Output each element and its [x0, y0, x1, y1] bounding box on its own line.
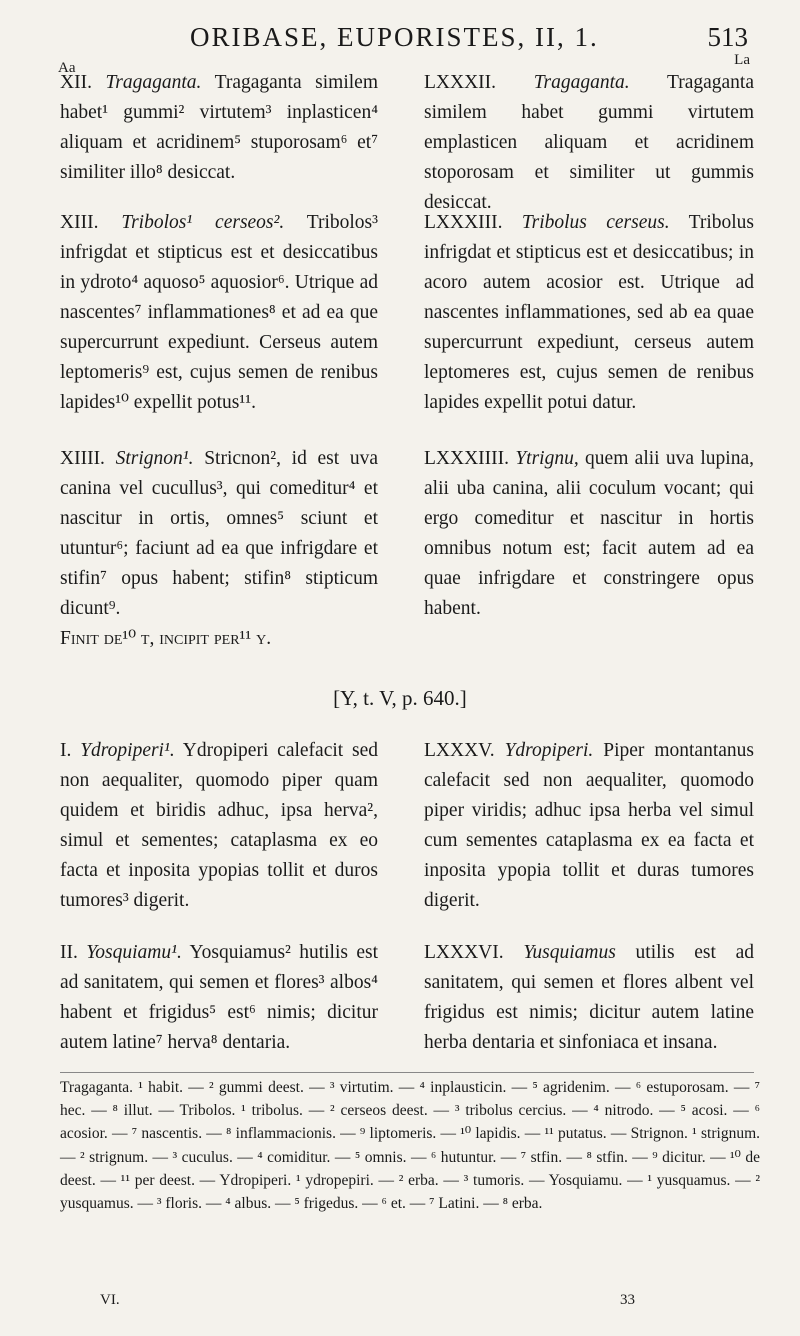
entry-text: Tribolus infrigdat et stipticus est et desiccatibus; in acoro autem acosior est. Utrique ad nascentes inflammationes, sed ab ea quae supercurrunt expediunt, cerseus autem leptomeres est, cujus semen de renibus lapides expellit potui datur.: [424, 212, 754, 413]
entry-left-12: [60, 68, 378, 188]
entry-title: Yusquiamus: [523, 942, 616, 963]
entry-text: quem alii uva lupina, alii uba canina, alii coculum vocant; qui ergo comeditur et nascitur in hortis omnibus notum est; facit autem ad ea quae infrigdare et constringere opus habent.: [424, 448, 754, 619]
entry-text: utilis est ad sanitatem, qui semen et flores albent vel frigidus est nimis; dicitur autem latine herba dentaria et sinfoniaca et insana.: [424, 942, 755, 1053]
entry-left-13: [60, 208, 378, 418]
entry-right-83: [424, 208, 754, 418]
entry-number: LXXXIIII.: [424, 448, 510, 469]
right-siglum: La: [734, 52, 750, 68]
entry-title: Strignon¹.: [115, 448, 194, 469]
gathering-number: 33: [620, 1292, 635, 1308]
entry-number: XIII.: [60, 212, 99, 233]
entry-text: Ydropiperi calefacit sed non aequaliter, quomodo piper quam quidem et biridis adhuc, ipsa herva², simul et sementes; cataplasma ex eo facta et inposita ypopias tollit et duros tumores³ digerit.: [60, 740, 378, 911]
entry-title: Tragaganta.: [105, 72, 202, 93]
entry-number: LXXXII.: [424, 72, 497, 93]
entry-text: Yosquiamus² hutilis est ad sanitatem, qui semen et flores³ albos⁴ habent et frigidus⁵ est⁶ nimis; dicitur autem latine⁷ herva⁸ dentaria.: [60, 942, 378, 1053]
entry-number: II.: [60, 942, 78, 963]
finit-line: Finit de¹⁰ t, incipit per¹¹ y.: [60, 628, 272, 649]
entry-number: LXXXIII.: [424, 212, 503, 233]
entry-number: LXXXV.: [424, 740, 495, 761]
entry-right-84: [424, 444, 754, 624]
entry-number: I.: [60, 740, 72, 761]
entry-number: LXXXVI.: [424, 942, 504, 963]
page-number: 513: [707, 22, 748, 52]
left-siglum: Aa: [58, 60, 76, 76]
running-title: ORIBASE, EUPORISTES, II, 1.: [190, 22, 599, 52]
entry-text: Tribolos³ infrigdat et stipticus est et desiccatibus in ydroto⁴ aquoso⁵ aquosior⁶. Utrique ad nascentes⁷ inflammationes⁸ et ad ea que supercurrunt expediunt. Cerseus autem leptomeris⁹ est, cujus semen de renibus lapides¹⁰ expellit potus¹¹.: [60, 212, 378, 413]
running-header: [0, 22, 800, 58]
critical-apparatus: Tragaganta. ¹ habit. — ² gummi deest. — ³ virtutim. — ⁴ inplausticin. — ⁵ agridenim. — ⁶ estuporosam. — ⁷ hec. — ⁸ illut. — Tribolos. ¹ tribolus. — ² cerseos deest. — ³ tribolus cercius. — ⁴ nitrodo. — ⁵ acosi. — ⁶ acosior. — ⁷ nascentis. — ⁸ inflammacionis. — ⁹ liptomeris. — ¹⁰ lapidis. — ¹¹ putatus. — Strignon. ¹ strignum. — ² strignum. — ³ cuculus. — ⁴ comiditur. — ⁵ omnis. — ⁶ hutuntur. — ⁷ stfin. — ⁸ stfin. — ⁹ dicitur. — ¹⁰ de deest. — ¹¹ per deest. — Ydropiperi. ¹ ydropepiri. — ² erba. — ³ tumoris. — Yosquiamu. — ¹ yusquamus. — ² yusquamus. — ³ floris. — ⁴ albus. — ⁵ frigedus. — ⁶ et. — ⁷ Latini. — ⁸ erba.: [60, 1079, 760, 1213]
entry-text: Stricnon², id est uva canina vel cucullus³, qui comeditur⁴ et nascitur in ortis, omnes⁵ sciunt et utuntur⁶; faciunt ad ea que infrigdare et stifin⁷ opus habent; stifin⁸ stipticum dicunt⁹.: [60, 448, 378, 619]
entry-text: Tragaganta similem habet gummi virtutem emplasticen aliquam et acridinem stoporosam et similiter ut gummis desiccat.: [424, 72, 754, 213]
entry-left-14: [60, 444, 378, 654]
entry-title: Tribolus cerseus.: [521, 212, 670, 233]
notes-divider: [60, 1072, 754, 1073]
entry-number: XII.: [60, 72, 92, 93]
entry-number: XIIII.: [60, 448, 105, 469]
entry-title: Tribolos¹ cerseos².: [121, 212, 285, 233]
entry-right-85: [424, 736, 754, 916]
entry-title: Ytrignu,: [515, 448, 579, 469]
entry-text: Piper montantanus calefacit sed non aequaliter, quomodo piper viridis; adhuc ipsa herba vel simul cum sementes cataplasma ex ea facta et inposita ypopia tollit et duras tumores digerit.: [424, 740, 754, 911]
entry-left-i: [60, 736, 378, 916]
entry-title: Ydropiperi¹.: [80, 740, 175, 761]
entry-title: Tragaganta.: [533, 72, 630, 93]
entry-title: Ydropiperi.: [504, 740, 594, 761]
entry-title: Yosquiamu¹.: [86, 942, 182, 963]
entry-text: Tragaganta similem habet¹ gummi² virtutem³ inplasticen⁴ aliquam et acridinem⁵ stuporosam⁶ et⁷ similiter illo⁸ desiccat.: [60, 72, 378, 183]
entry-left-ii: [60, 938, 378, 1058]
entry-right-86: [424, 938, 754, 1058]
entry-right-82: [424, 68, 754, 218]
section-heading: [Υ, t. V, p. 640.]: [333, 686, 467, 710]
signature-mark: VI.: [100, 1292, 120, 1308]
